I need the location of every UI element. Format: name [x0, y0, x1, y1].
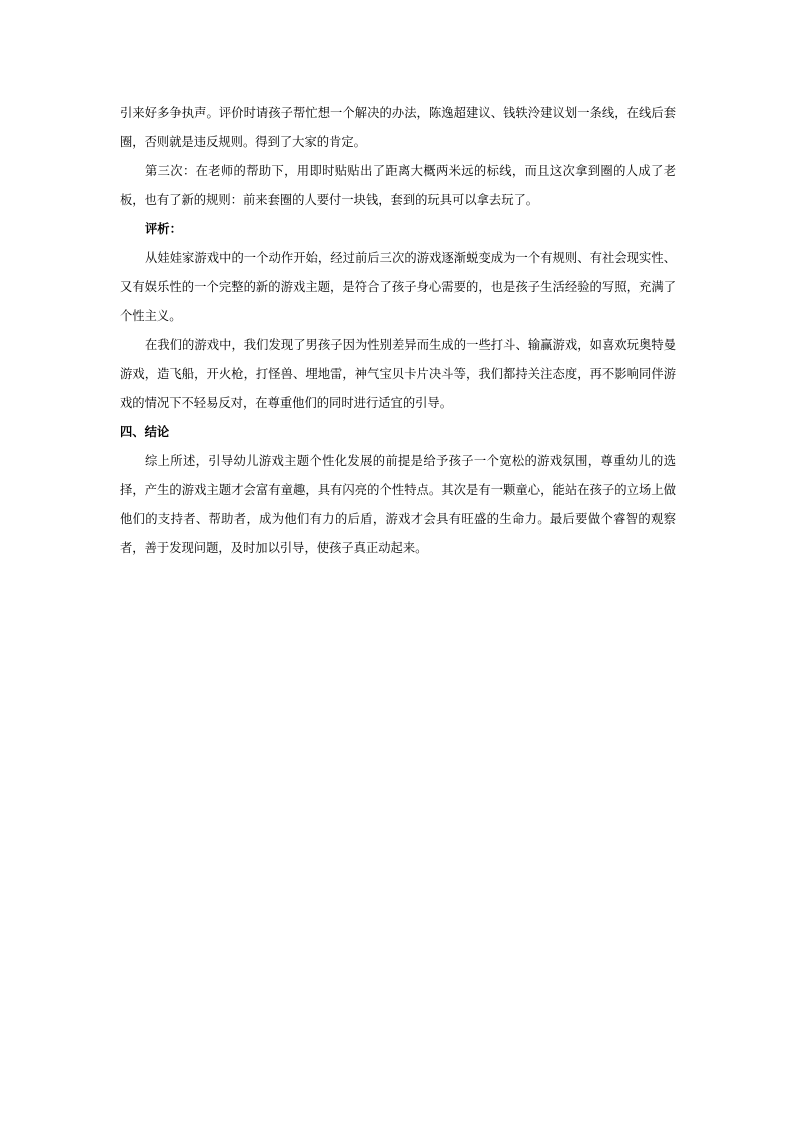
- paragraph-analysis: 从娃娃家游戏中的一个动作开始，经过前后三次的游戏逐渐蜕变成为一个有规则、有社会现实性、又有娱乐性的一个完整的新的游戏主题，是符合了孩子身心需要的，也是孩子生活经验的写照，充满了个性主义。: [120, 251, 676, 323]
- section-heading-conclusion: 四、结论: [120, 425, 170, 439]
- analysis-label: 评析：: [145, 222, 182, 236]
- paragraph-third-attempt: 第三次：在老师的帮助下，用即时贴贴出了距离大概两米远的标线，而且这次拿到圈的人成了老板，也有了新的规则：前来套圈的人要付一块钱，套到的玩具可以拿去玩了。: [120, 164, 676, 207]
- paragraph-boys-games: 在我们的游戏中，我们发现了男孩子因为性别差异而生成的一些打斗、输赢游戏，如喜欢玩奥特曼游戏，造飞船，开火枪，打怪兽、埋地雷，神气宝贝卡片决斗等，我们都持关注态度，再不影响同伴游戏的情况下不轻易反对，在尊重他们的同时进行适宜的引导。: [120, 338, 676, 410]
- paragraph-dispute-resolution: 引来好多争执声。评价时请孩子帮忙想一个解决的办法，陈逸超建议、钱轶泠建议划一条线，在线后套圈，否则就是违反规则。得到了大家的肯定。: [120, 106, 676, 149]
- document-body: [120, 99, 676, 563]
- paragraph-conclusion: 综上所述，引导幼儿游戏主题个性化发展的前提是给予孩子一个宽松的游戏氛围，尊重幼儿的选择，产生的游戏主题才会富有童趣，具有闪亮的个性特点。其次是有一颗童心，能站在孩子的立场上做他们的支持者、帮助者，成为他们有力的后盾，游戏才会具有旺盛的生命力。最后要做个睿智的观察者，善于发现问题，及时加以引导，使孩子真正动起来。: [120, 454, 676, 555]
